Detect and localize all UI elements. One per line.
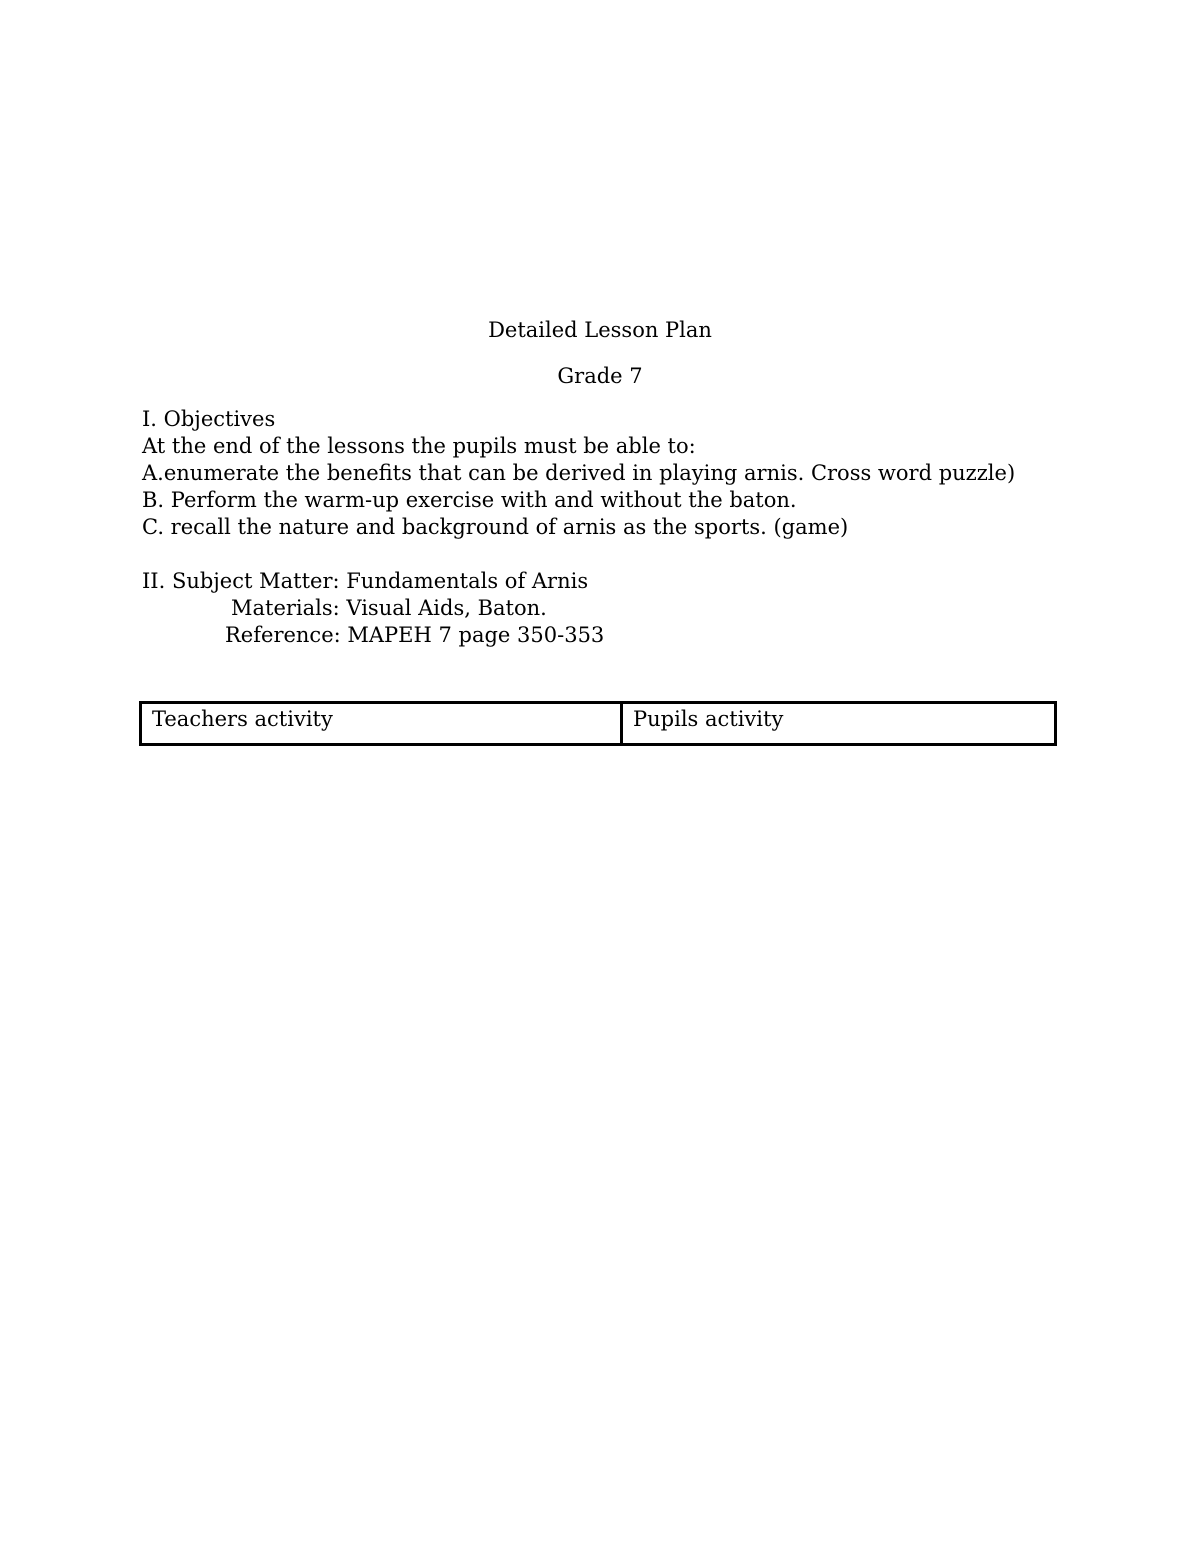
pupils-activity-header: Pupils activity xyxy=(622,703,1056,745)
reference-line: Reference: MAPEH 7 page 350-353 xyxy=(225,623,605,647)
table-header-row xyxy=(141,703,1056,745)
teachers-activity-header: Teachers activity xyxy=(141,703,622,745)
document-title: Detailed Lesson Plan xyxy=(488,318,712,342)
activity-table xyxy=(139,701,1057,746)
objective-item-b: B. Perform the warm-up exercise with and without the baton. xyxy=(142,488,797,512)
grade-level: Grade 7 xyxy=(557,364,643,388)
materials-line: Materials: Visual Aids, Baton. xyxy=(231,596,547,620)
objective-item-c: C. recall the nature and background of arnis as the sports. (game) xyxy=(142,515,849,539)
objective-item-a: A.enumerate the benefits that can be derived in playing arnis. Cross word puzzle) xyxy=(142,461,1016,485)
subject-matter-line: II. Subject Matter: Fundamentals of Arnis xyxy=(142,569,589,593)
objectives-intro: At the end of the lessons the pupils must be able to: xyxy=(142,434,696,458)
subject-matter-section xyxy=(142,568,604,649)
objectives-section xyxy=(142,406,1015,541)
objectives-heading: I. Objectives xyxy=(142,407,276,431)
